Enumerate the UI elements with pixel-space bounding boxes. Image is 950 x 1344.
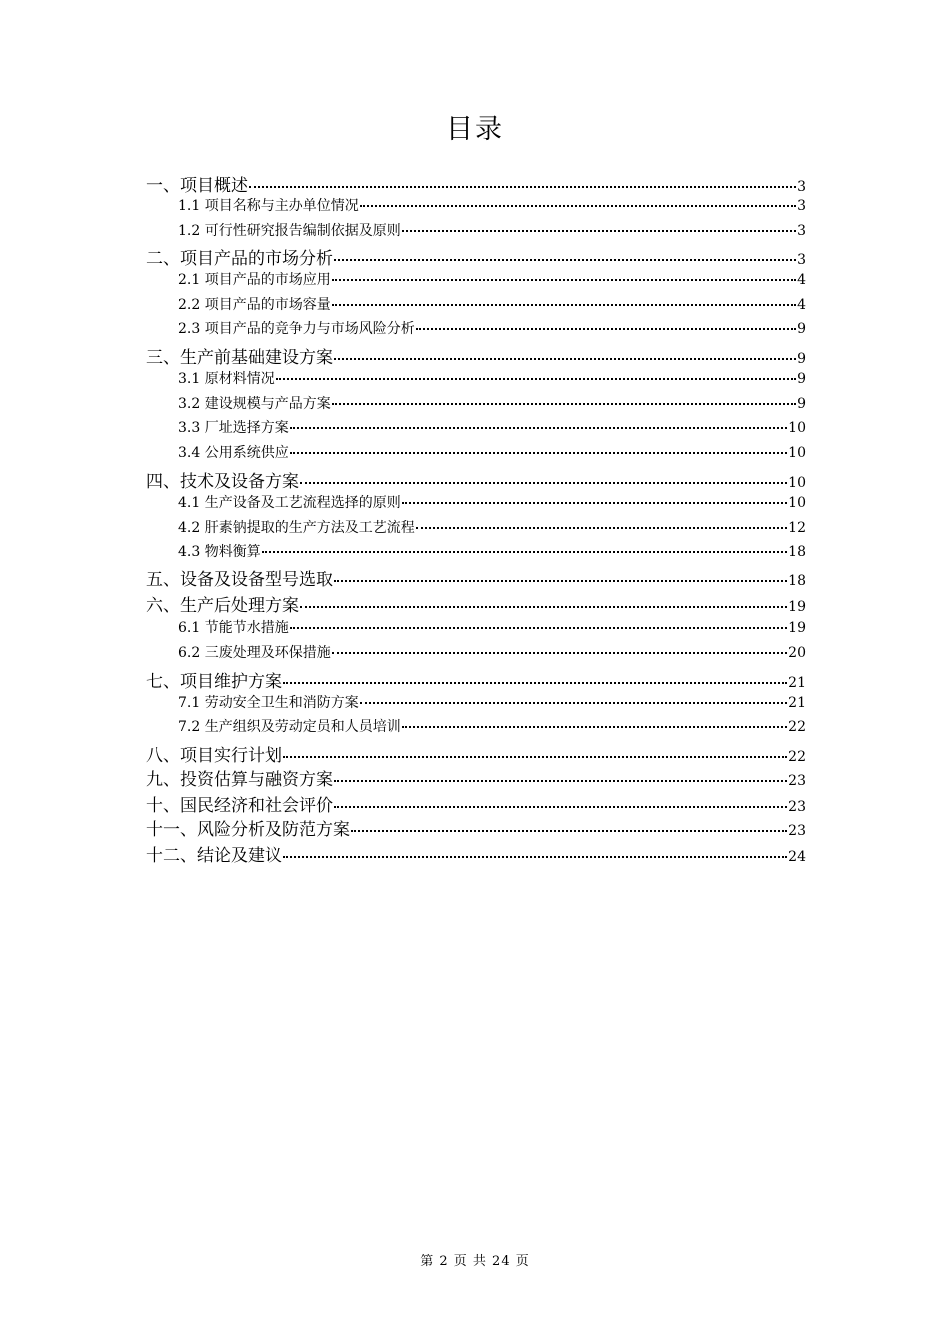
toc-leader-dots — [276, 378, 796, 380]
toc-entry-page: 23 — [788, 823, 806, 839]
toc-entry-page: 21 — [788, 695, 806, 711]
toc-entry-label: 八、项目实行计划 — [146, 746, 282, 766]
toc-leader-dots — [300, 482, 787, 484]
toc-entry[interactable] — [146, 791, 806, 815]
toc-leader-dots — [402, 726, 787, 728]
toc-leader-dots — [332, 652, 787, 654]
toc-entry-page: 18 — [788, 544, 806, 560]
toc-entry[interactable] — [178, 417, 806, 439]
toc-leader-dots — [283, 856, 787, 858]
toc-entry-label: 七、项目维护方案 — [146, 672, 282, 692]
toc-entry[interactable] — [178, 220, 806, 242]
toc-entry[interactable] — [178, 442, 806, 464]
toc-entry-page: 18 — [788, 573, 806, 589]
toc-entry-page: 3 — [797, 223, 806, 239]
toc-entry-label: 4.3 物料衡算 — [178, 544, 261, 560]
toc-leader-dots — [416, 527, 787, 529]
toc-entry-page: 23 — [788, 773, 806, 789]
toc-entry[interactable] — [178, 517, 806, 539]
toc-leader-dots — [249, 186, 796, 188]
toc-entry-page: 9 — [797, 351, 806, 367]
toc-entry-page: 9 — [797, 321, 806, 337]
toc-entry-page: 9 — [797, 396, 806, 412]
toc-entry-label: 4.1 生产设备及工艺流程选择的原则 — [178, 495, 401, 511]
toc-entry[interactable] — [178, 294, 806, 316]
toc-entry[interactable] — [178, 617, 806, 639]
toc-leader-dots — [351, 830, 787, 832]
toc-leader-dots — [283, 682, 787, 684]
toc-entry-label: 三、生产前基础建设方案 — [146, 348, 333, 368]
toc-entry[interactable] — [146, 171, 806, 195]
toc-leader-dots — [402, 230, 796, 232]
toc-entry-label: 十一、风险分析及防范方案 — [146, 820, 350, 840]
toc-entry-label: 1.2 可行性研究报告编制依据及原则 — [178, 223, 401, 239]
toc-leader-dots — [416, 328, 796, 330]
toc-entry[interactable] — [178, 716, 806, 738]
toc-entry-label: 五、设备及设备型号选取 — [146, 570, 333, 590]
toc-entry-page: 4 — [797, 297, 806, 313]
toc-entry-page: 3 — [797, 179, 806, 195]
toc-leader-dots — [334, 780, 787, 782]
toc-entry[interactable] — [178, 318, 806, 340]
toc-leader-dots — [334, 580, 787, 582]
toc-entry[interactable] — [178, 692, 806, 714]
toc-entry-label: 7.2 生产组织及劳动定员和人员培训 — [178, 719, 401, 735]
toc-entry-page: 23 — [788, 799, 806, 815]
toc-entry[interactable] — [178, 195, 806, 217]
toc-entry-page: 21 — [788, 675, 806, 691]
page-footer: 第 2 页 共 24 页 — [420, 1254, 530, 1269]
toc-entry-label: 一、项目概述 — [146, 176, 248, 196]
toc-entry-page: 12 — [788, 520, 806, 536]
toc-entry-label: 6.1 节能节水措施 — [178, 620, 289, 636]
toc-entry[interactable] — [146, 565, 806, 589]
toc-entry-label: 3.4 公用系统供应 — [178, 445, 289, 461]
toc-entry-page: 10 — [788, 420, 806, 436]
toc-leader-dots — [300, 606, 787, 608]
toc-entry-page: 10 — [788, 445, 806, 461]
toc-entry-label: 2.3 项目产品的竞争力与市场风险分析 — [178, 321, 415, 337]
toc-entry[interactable] — [178, 393, 806, 415]
toc-title: 目录 — [446, 114, 504, 145]
toc-leader-dots — [334, 259, 796, 261]
toc-entry-label: 3.3 厂址选择方案 — [178, 420, 289, 436]
toc-entry-label: 6.2 三废处理及环保措施 — [178, 645, 331, 661]
toc-entry-label: 7.1 劳动安全卫生和消防方案 — [178, 695, 359, 711]
toc-entry-page: 3 — [797, 252, 806, 268]
toc-leader-dots — [290, 627, 787, 629]
toc-leader-dots — [290, 427, 787, 429]
toc-entry-label: 十、国民经济和社会评价 — [146, 796, 333, 816]
toc-leader-dots — [334, 358, 796, 360]
toc-entry-page: 10 — [788, 475, 806, 491]
toc-leader-dots — [332, 403, 796, 405]
toc-leader-dots — [360, 205, 796, 207]
toc-leader-dots — [334, 806, 787, 808]
toc-entry-page: 9 — [797, 371, 806, 387]
toc-entry-label: 九、投资估算与融资方案 — [146, 770, 333, 790]
toc-entry[interactable] — [178, 269, 806, 291]
toc-entry-label: 4.2 肝素钠提取的生产方法及工艺流程 — [178, 520, 415, 536]
toc-entry[interactable] — [178, 492, 806, 514]
toc-entry[interactable] — [146, 343, 806, 367]
toc-leader-dots — [332, 279, 796, 281]
toc-entry[interactable] — [146, 591, 806, 615]
toc-entry-label: 2.1 项目产品的市场应用 — [178, 272, 331, 288]
toc-entry[interactable] — [146, 467, 806, 491]
toc-leader-dots — [402, 502, 787, 504]
toc-leader-dots — [262, 551, 787, 553]
toc-entry[interactable] — [178, 368, 806, 390]
toc-entry-page: 22 — [788, 719, 806, 735]
toc-entry-label: 二、项目产品的市场分析 — [146, 249, 333, 269]
toc-entry[interactable] — [146, 765, 806, 789]
toc-entry-page: 19 — [788, 599, 806, 615]
toc-entry-label: 2.2 项目产品的市场容量 — [178, 297, 331, 313]
toc-entry-page: 3 — [797, 198, 806, 214]
toc-entry[interactable] — [146, 741, 806, 765]
toc-leader-dots — [283, 756, 787, 758]
toc-entry[interactable] — [146, 667, 806, 691]
toc-entry-label: 六、生产后处理方案 — [146, 596, 299, 616]
toc-entry-label: 3.1 原材料情况 — [178, 371, 275, 387]
toc-entry[interactable] — [146, 244, 806, 268]
toc-entry[interactable] — [146, 841, 806, 865]
toc-entry-page: 19 — [788, 620, 806, 636]
toc-leader-dots — [332, 304, 796, 306]
toc-entry-page: 10 — [788, 495, 806, 511]
toc-entry[interactable] — [146, 815, 806, 839]
toc-entry-page: 22 — [788, 749, 806, 765]
toc-entry-page: 24 — [788, 849, 806, 865]
toc-entry-label: 1.1 项目名称与主办单位情况 — [178, 198, 359, 214]
toc-entry-page: 4 — [797, 272, 806, 288]
toc-entry-label: 3.2 建设规模与产品方案 — [178, 396, 331, 412]
toc-entry-label: 四、技术及设备方案 — [146, 472, 299, 492]
toc-leader-dots — [360, 702, 787, 704]
toc-entry-label: 十二、结论及建议 — [146, 846, 282, 866]
toc-leader-dots — [290, 452, 787, 454]
toc-entry[interactable] — [178, 642, 806, 664]
toc-entry-page: 20 — [788, 645, 806, 661]
toc-entry[interactable] — [178, 541, 806, 563]
